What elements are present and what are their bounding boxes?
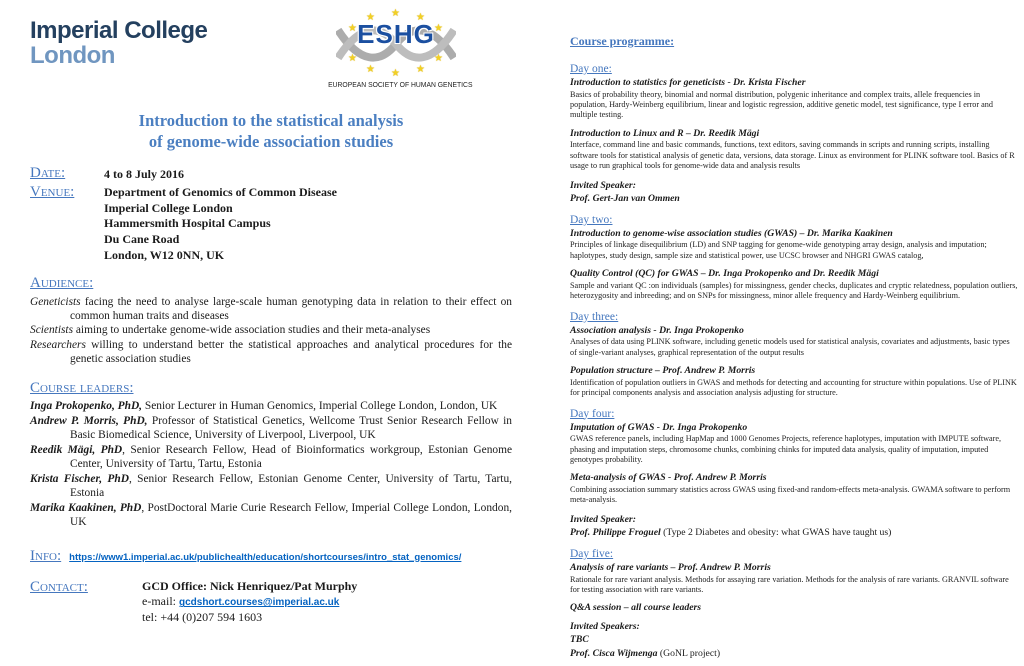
- eshg-logo: [326, 10, 473, 102]
- invited-speaker-note: (GoNL project): [657, 647, 721, 659]
- session-title: Introduction to genome-wise association studies (GWAS) – Dr. Marika Kaakinen: [570, 227, 893, 239]
- session-body: Sample and variant QC :on individuals (samples) for missingness, gender checks, duplicates and cryptic relatedness, population outliers, heterozygosity and inbreeding; and on SNPs for missingness, minor allele frequency and Hardy-Weinberg equilibrium.: [570, 280, 1018, 301]
- contact-email-row: [142, 594, 357, 610]
- audience-item: [30, 338, 512, 367]
- left-column: [30, 10, 512, 626]
- audience-item-text: willing to understand better the statistical approaches and analytical procedures for the genetic association studies: [70, 338, 512, 366]
- leader-name: Andrew P. Morris, PhD,: [30, 414, 148, 427]
- invited-speaker-name: Prof. Cisca Wijmenga: [570, 647, 658, 659]
- contact-label: Contact:: [30, 578, 88, 595]
- day-two-section: [570, 214, 1018, 302]
- venue-label: Venue:: [30, 184, 75, 201]
- venue-address: [104, 184, 337, 262]
- leader-name: Marika Kaakinen, PhD: [30, 501, 142, 514]
- imperial-logo-line2: London: [30, 42, 115, 70]
- session-body: Rationale for rare variant analysis. Methods for assaying rare variation. Methods for the analysis of rare variants. GRANVIL software for testing association with rare variants.: [570, 574, 1009, 594]
- qa-session-line: Q&A session – all course leaders: [570, 602, 702, 614]
- invited-speaker-row: [570, 647, 1018, 660]
- session-body: Basics of probability theory, binomial and normal distribution, polygenic inheritance and complex traits, allele frequencies in population, Hardy-Weinberg equilibrium, linear and logistic regression, additive genetic model, test significance, type I error and multiple testing.: [570, 89, 993, 120]
- course-programme-heading: Course programme:: [570, 34, 675, 48]
- leader-name: Inga Prokopenko, PhD,: [30, 400, 143, 413]
- session-title: Meta-analysis of GWAS - Prof. Andrew P. Morris: [570, 472, 767, 484]
- email-prefix: e-mail:: [142, 594, 179, 609]
- day-four-label: Day four:: [570, 407, 615, 420]
- eshg-caption: EUROPEAN SOCIETY OF HUMAN GENETICS: [328, 82, 473, 89]
- audience-item: [30, 295, 512, 324]
- session-title: Association analysis - Dr. Inga Prokopenko: [570, 324, 744, 336]
- leader-item: [30, 399, 512, 413]
- leader-desc: Professor of Statistical Genetics, Wellcome Trust Senior Research Fellow in Basic Biomedical Science, University of Liverpool, Liverpool, UK: [70, 414, 513, 442]
- page-title-line2: of genome-wide association studies: [148, 132, 394, 152]
- venue-row: [30, 184, 512, 262]
- invited-speaker-label: Invited Speaker:: [570, 513, 636, 525]
- contact-section: [30, 579, 512, 626]
- session-body: Analyses of data using PLINK software, including genetic models used for statistical analysis, covariates and adjustments, basic types of single-variant analyses, graphical representation of the output results: [570, 337, 1010, 357]
- venue-line: Department of Genomics of Common Disease: [104, 185, 337, 200]
- star-icon: [391, 68, 400, 79]
- day-three-section: [570, 311, 1018, 399]
- imperial-logo-line1: Imperial College: [30, 17, 208, 44]
- session-title: Population structure – Prof. Andrew P. Morris: [570, 365, 756, 377]
- eshg-acronym: ESHG: [357, 19, 435, 49]
- audience-item-text: aiming to undertake genome-wide association studies and their meta-analyses: [73, 324, 431, 337]
- audience-section: [30, 274, 512, 367]
- session-title: Quality Control (QC) for GWAS – Dr. Inga Prokopenko and Dr. Reedik Mägi: [570, 268, 879, 280]
- invited-speaker-block: [570, 179, 1018, 205]
- venue-line: Du Cane Road: [104, 232, 180, 246]
- session-body: GWAS reference panels, including HapMap and 1000 Genomes Projects, reference haplotypes, imputation with IMPUTE software, phasing and imputation steps, chromosome chunks, combining chinks for imputed data analysis, quality of imputation, imputed genotypes probability.: [570, 434, 1002, 464]
- audience-item-lead: Scientists: [30, 324, 74, 337]
- session-title: Introduction to statistics for geneticists - Dr. Krista Fischer: [570, 77, 806, 88]
- day-five-label: Day five:: [570, 547, 614, 560]
- leader-name: Krista Fischer, PhD: [30, 472, 129, 485]
- session-body: Identification of population outliers in GWAS and methods for detecting and accounting for structure within populations. Use of PLINK for principal components analysis and association analysis adjusting for structure.: [570, 377, 1017, 398]
- course-programme-column: [570, 34, 1018, 666]
- info-url-link[interactable]: https://www1.imperial.ac.uk/publichealth/education/shortcourses/intro_stat_genomics/: [69, 551, 462, 563]
- audience-item: [30, 323, 512, 337]
- invited-speaker-note: (Type 2 Diabetes and obesity: what GWAS have taught us): [660, 526, 892, 538]
- leader-desc: , Senior Research Fellow, Estonian Genome Center, University of Tartu, Tartu, Estonia: [70, 472, 512, 500]
- invited-speaker-label: Invited Speaker:: [570, 179, 636, 191]
- session-title: Analysis of rare variants – Prof. Andrew P. Morris: [570, 561, 771, 573]
- venue-line: Imperial College London: [104, 200, 233, 215]
- info-section: [30, 548, 512, 565]
- day-one-label: Day one:: [570, 63, 612, 75]
- contact-office: GCD Office: Nick Henriquez/Pat Murphy: [142, 578, 358, 593]
- session-body: Combining association summary statistics across GWAS using fixed-and random-effects meta-analysis. GWAMA software to perform meta-analysis.: [570, 484, 1011, 505]
- star-icon: [416, 64, 425, 75]
- invited-speaker-row: [570, 526, 1018, 539]
- leader-item: [30, 414, 512, 443]
- invited-speakers-label: Invited Speakers:: [570, 621, 640, 633]
- session-title: Imputation of GWAS - Dr. Inga Prokopenko: [570, 421, 748, 433]
- date-value: 4 to 8 July 2016: [104, 166, 185, 181]
- contact-tel: tel: +44 (0)207 594 1603: [142, 609, 263, 624]
- date-label: Date:: [30, 164, 66, 181]
- audience-item-lead: Researchers: [30, 338, 86, 351]
- logo-row: [30, 10, 512, 102]
- day-one-section: [570, 63, 1018, 205]
- star-icon: [391, 8, 400, 19]
- audience-item-text: facing the need to analyse large-scale human genotyping data in relation to their effect on common human traits and diseases: [70, 295, 512, 322]
- day-two-label: Day two:: [570, 213, 613, 226]
- invited-speaker-tbc: TBC: [570, 634, 589, 646]
- course-leaders-section: [30, 379, 512, 530]
- venue-line: London, W12 0NN, UK: [104, 247, 225, 262]
- page-title-line1: Introduction to the statistical analysis: [138, 111, 404, 130]
- day-four-section: [570, 408, 1018, 539]
- venue-line: Hammersmith Hospital Campus: [104, 216, 271, 231]
- audience-item-lead: Geneticists: [30, 295, 81, 308]
- day-three-label: Day three:: [570, 310, 619, 323]
- leader-name: Reedik Mägi, PhD: [30, 443, 123, 456]
- leader-desc: , PostDoctoral Marie Curie Research Fellow, Imperial College London, London, UK: [70, 501, 512, 529]
- day-five-section: [570, 548, 1018, 660]
- leader-item: [30, 443, 512, 472]
- invited-speaker-name: Prof. Philippe Froguel: [570, 526, 661, 538]
- contact-details: [142, 579, 357, 626]
- info-label: Info:: [30, 547, 62, 564]
- leader-desc: , Senior Research Fellow, Head of Bioinformatics workgroup, Estonian Genome Center, University of Tartu, Tartu, Estonia: [70, 443, 513, 471]
- course-leaders-label: Course leaders:: [30, 379, 134, 396]
- star-icon: [366, 64, 375, 75]
- imperial-college-logo: [30, 18, 207, 68]
- audience-label: Audience:: [30, 275, 94, 292]
- session-body: Principles of linkage disequilibrium (LD) and SNP tagging for genome-wide genotyping array design, analysis and imputation; haplotypes, study design, sample size and statistical power, use UCSC browser and NHGRI GWAS catalog,: [570, 240, 987, 260]
- invited-speaker-name: Prof. Gert-Jan van Ommen: [570, 192, 680, 204]
- email-link[interactable]: gcdshort.courses@imperial.ac.uk: [178, 597, 340, 609]
- date-row: [30, 165, 512, 182]
- leader-item: [30, 501, 512, 530]
- session-title: Introduction to Linux and R – Dr. Reedik Mägi: [570, 127, 760, 139]
- invited-speakers-block: [570, 620, 1018, 659]
- page-title: [30, 110, 512, 153]
- leader-item: [30, 472, 512, 501]
- session-body: Interface, command line and basic commands, functions, text editors, saving commands in scripts and running scripts, installing software tools for statistical analysis of genetic data, versions, data storage. Linux as environment for PLINK software tool. Basics of R usage to run graphical tools for genome-wide data and analysis results: [570, 140, 1015, 171]
- invited-speaker-block: [570, 513, 1018, 539]
- leader-desc: Senior Lecturer in Human Genomics, Imperial College London, London, UK: [142, 400, 498, 413]
